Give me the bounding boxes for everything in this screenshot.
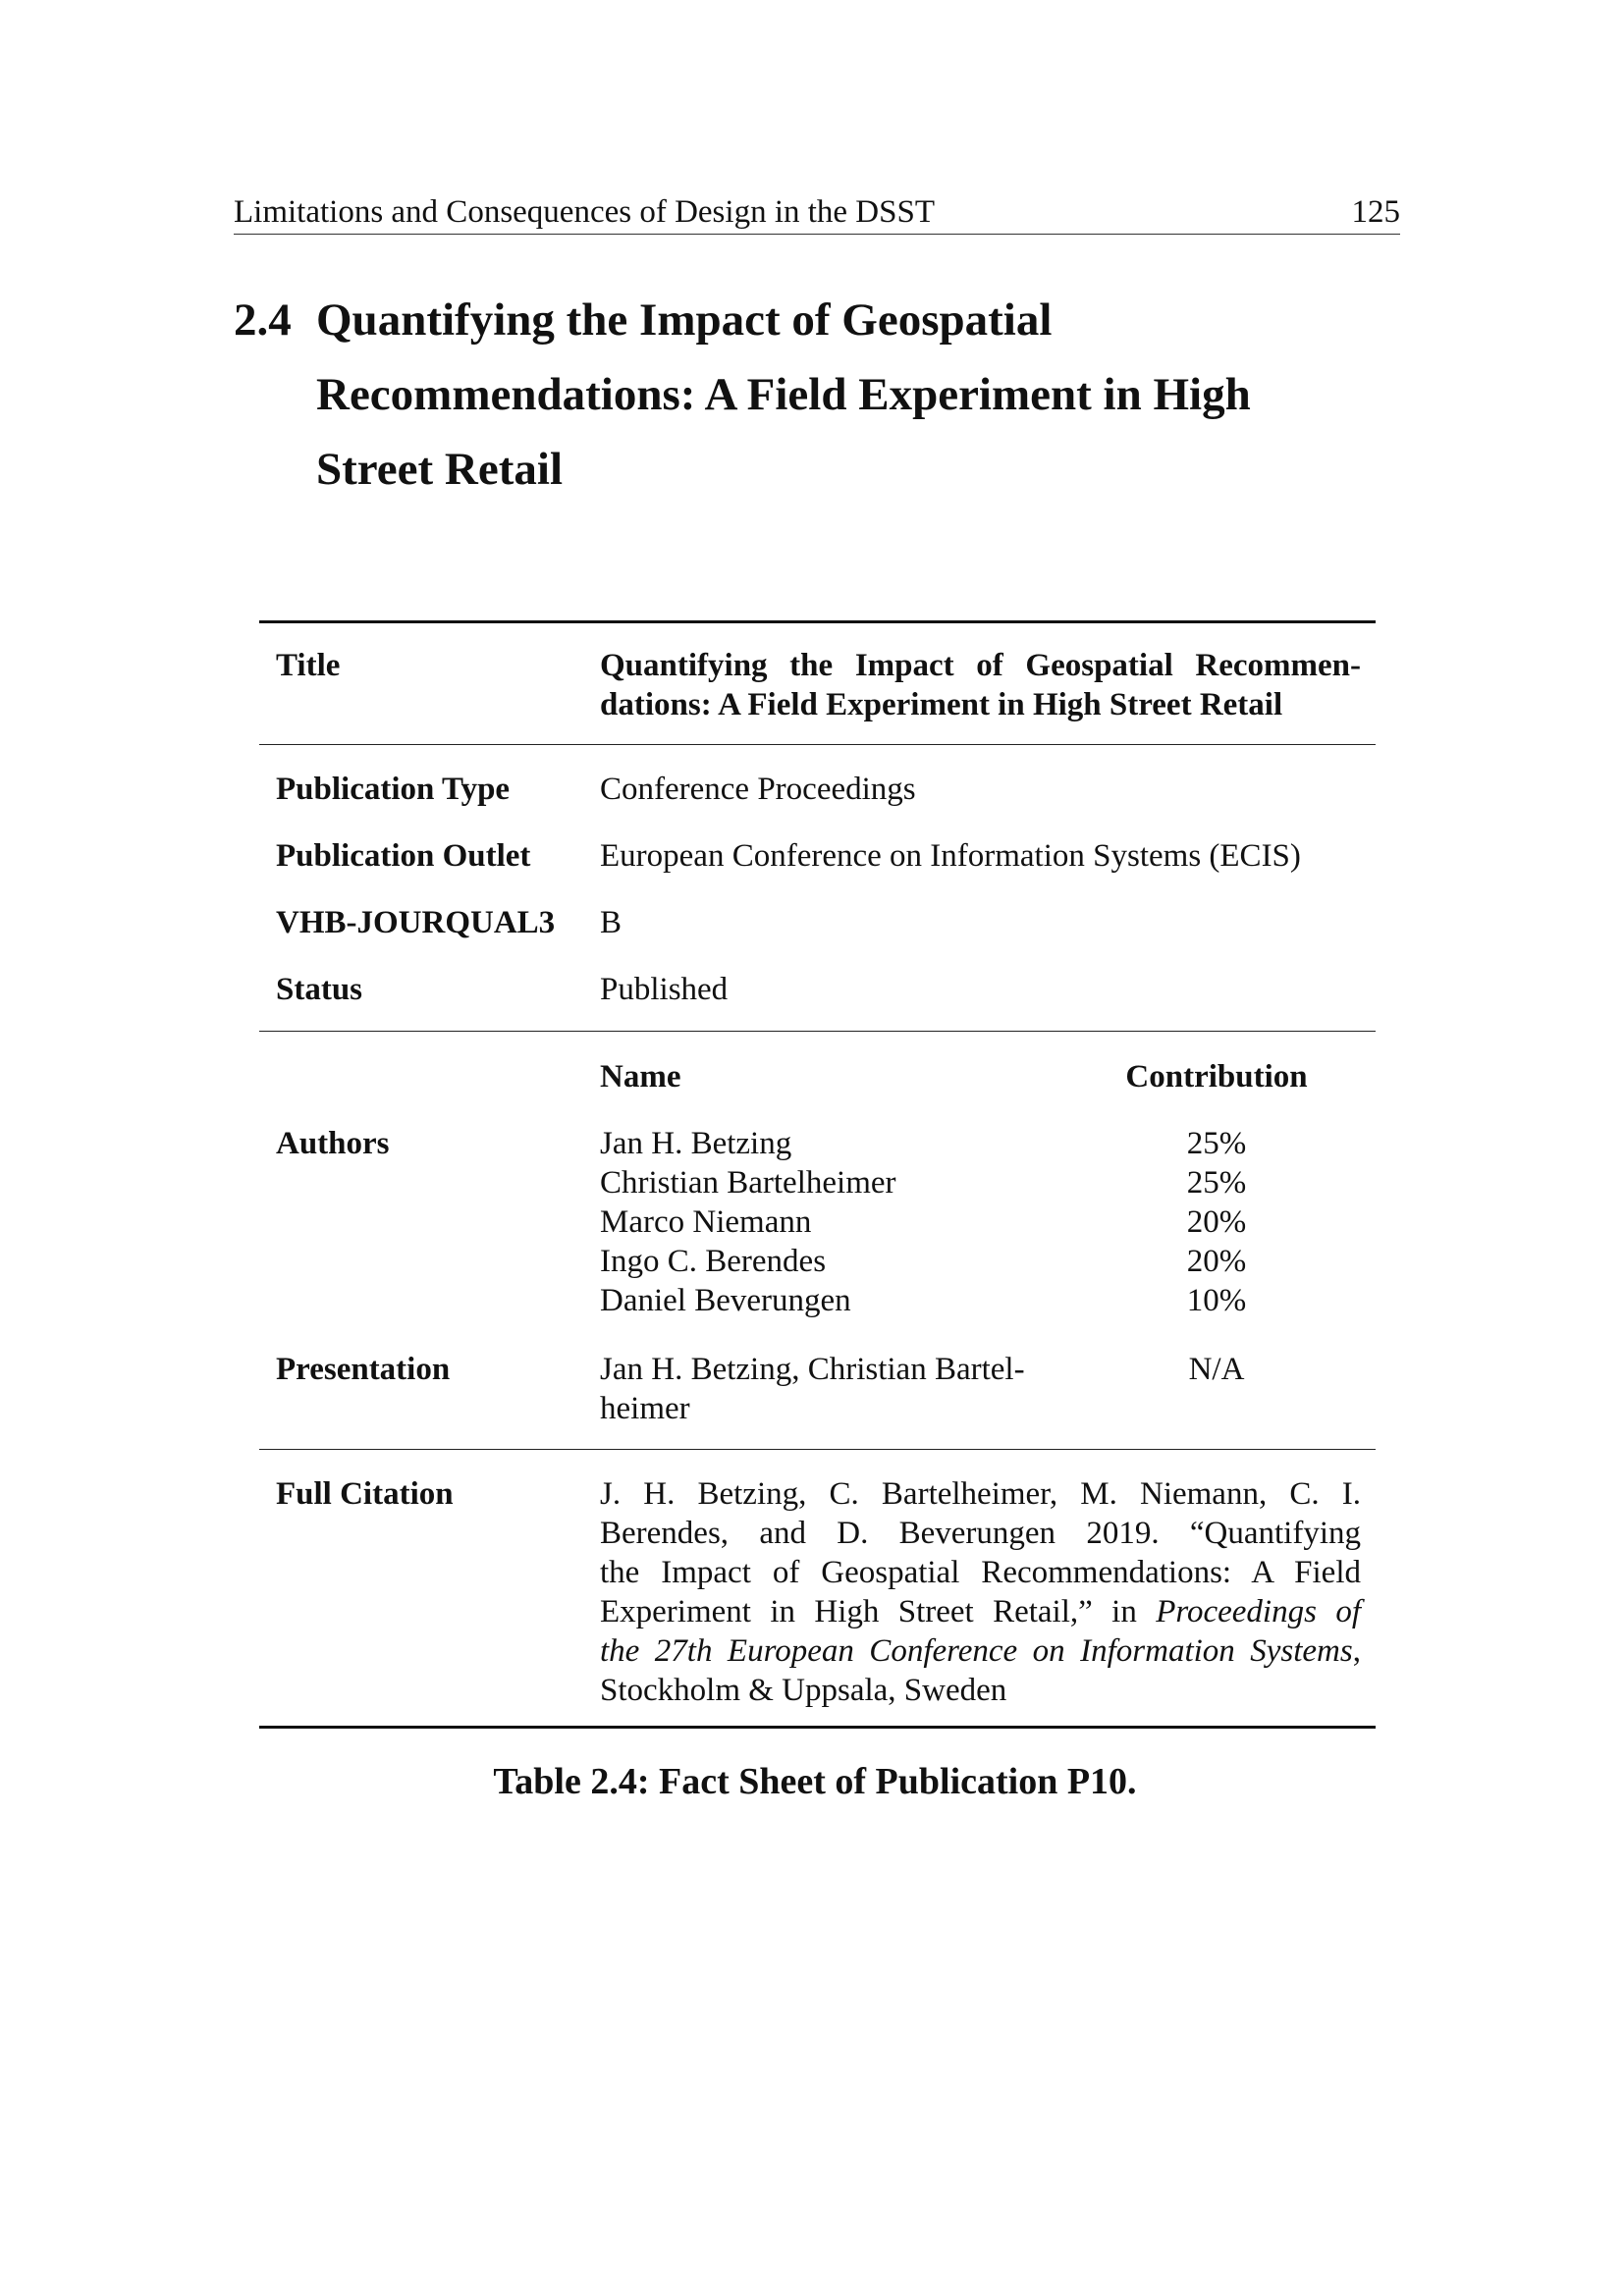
section-number: 2.4 [234, 294, 292, 346]
publication-outlet-label: Publication Outlet [276, 838, 531, 874]
author-name: Daniel Beverungen [600, 1283, 851, 1318]
table-caption: Table 2.4: Fact Sheet of Publication P10. [493, 1761, 1137, 1802]
citation-label: Full Citation [276, 1476, 454, 1512]
presentation-name-line: Jan H. Betzing, Christian Bartel- [600, 1352, 1025, 1387]
publication-title-line: dations: A Field Experiment in High Street Retail [600, 687, 1283, 722]
section-title-line: Quantifying the Impact of Geospatial [316, 294, 1053, 346]
author-name: Marco Niemann [600, 1204, 812, 1240]
citation-line: J. H. Betzing, C. Bartelheimer, M. Niemann, C. I. [600, 1476, 1361, 1512]
section-title-line: Street Retail [316, 444, 563, 495]
citation-line: Berendes, and D. Beverungen 2019. “Quantifying [600, 1516, 1361, 1551]
publication-type-label: Publication Type [276, 772, 511, 807]
table-bottom-rule [259, 1726, 1376, 1729]
author-names [600, 1124, 896, 1320]
authors-label: Authors [276, 1126, 390, 1161]
table-rule [259, 1031, 1376, 1032]
citation-line: the Impact of Geospatial Recommendations: A Field [600, 1555, 1361, 1590]
section-title [316, 283, 1357, 507]
author-name: Christian Bartelheimer [600, 1165, 896, 1201]
table-top-rule [259, 620, 1376, 623]
table-rule [259, 744, 1376, 745]
citation-conference: the 27th European Conference on Information Systems [600, 1633, 1353, 1669]
citation-line [600, 1631, 1361, 1671]
presentation-contribution: N/A [1188, 1352, 1245, 1387]
status-label: Status [276, 972, 363, 1007]
citation-line [600, 1592, 1361, 1631]
publication-title [600, 646, 1361, 724]
authors-name-header: Name [600, 1059, 681, 1095]
publication-outlet-value: European Conference on Information Systems (ECIS) [600, 838, 1301, 874]
status-value: Published [600, 972, 729, 1007]
author-contribution: 25% [1186, 1126, 1247, 1161]
section-title-line: Recommendations: A Field Experiment in High [316, 369, 1251, 420]
author-contribution: 20% [1186, 1204, 1247, 1240]
author-contribution: 25% [1186, 1165, 1247, 1201]
author-name: Ingo C. Berendes [600, 1244, 827, 1279]
citation-text: Experiment in High Street Retail,” in [600, 1594, 1157, 1629]
presentation-label: Presentation [276, 1352, 451, 1387]
publication-title-line: Quantifying the Impact of Geospatial Recommen- [600, 648, 1361, 683]
author-contributions [1118, 1124, 1315, 1320]
running-header-title: Limitations and Consequences of Design in the DSST [234, 194, 935, 230]
citation-line: Stockholm & Uppsala, Sweden [600, 1673, 1007, 1708]
citation-punct: , [1352, 1633, 1361, 1669]
citation-proceedings: Proceedings of [1156, 1594, 1361, 1629]
page-number: 125 [1351, 194, 1400, 230]
vhb-value: B [600, 905, 623, 940]
vhb-label: VHB-JOURQUAL3 [276, 905, 556, 940]
publication-type-value: Conference Proceedings [600, 772, 916, 807]
table-rule [259, 1449, 1376, 1450]
author-name: Jan H. Betzing [600, 1126, 792, 1161]
presentation-name-line: heimer [600, 1391, 690, 1426]
author-contribution: 10% [1186, 1283, 1247, 1318]
running-header [234, 192, 1400, 235]
presentation-names [600, 1350, 1025, 1428]
authors-contribution-header: Contribution [1125, 1059, 1308, 1095]
full-citation [600, 1474, 1361, 1710]
title-label: Title [276, 648, 341, 683]
author-contribution: 20% [1186, 1244, 1247, 1279]
